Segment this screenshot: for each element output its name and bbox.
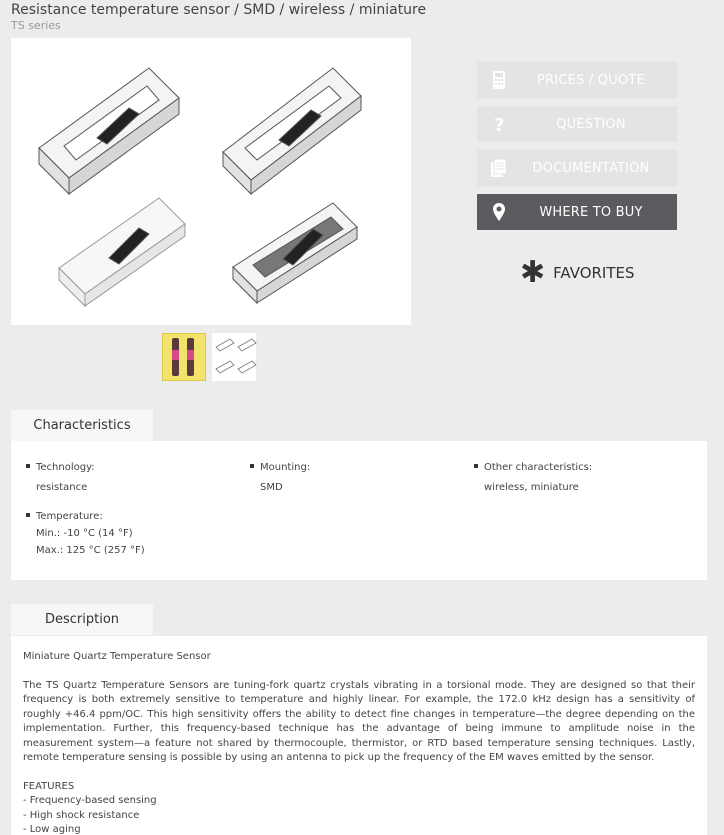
product-title: Resistance temperature sensor / SMD / wireless / miniature: [11, 2, 427, 18]
list-item: - Frequency-based sensing: [23, 795, 157, 806]
char-value: resistance: [36, 482, 88, 493]
where-to-buy-button[interactable]: [477, 194, 677, 230]
svg-text:?: ?: [494, 115, 505, 134]
action-panel: [477, 62, 677, 238]
question-icon: [489, 114, 509, 134]
char-key: Other characteristics:: [474, 462, 592, 473]
char-mounting: [250, 462, 310, 496]
features-title: FEATURES: [23, 780, 75, 792]
tab-characteristics[interactable]: Characteristics: [11, 410, 153, 441]
sensor-drawing-4: [233, 203, 357, 303]
description-panel: [11, 636, 707, 835]
char-value: wireless, miniature: [484, 482, 579, 493]
product-series: TS series: [11, 19, 61, 32]
char-technology: [26, 462, 95, 496]
calculator-icon: [489, 70, 509, 90]
documentation-button[interactable]: [477, 150, 677, 186]
location-pin-icon: [489, 202, 509, 222]
description-paragraph: The TS Quartz Temperature Sensors are tuning-fork quartz crystals vibrating in a torsional mode. They are designed so that their frequency is both extremely sensitive to temperature and highly linear. For example, the 172.0 kHz design has a sensitivity of roughly +46.4 ppm/OC. This high sensitivity offers the ability to detect fine changes in temperature—the degree depending on the implementation. Further, this frequency-based technique has the advantage of being immune to amplitude noise in the measurement system—a feature not shared by thermocouple, thermistor, or RTD based temperature sensing techniques. Lastly, remote temperature sensing is possible by using an antenna to pick up the frequency of the EM waves emitted by the sensor.: [23, 679, 695, 763]
char-key: Temperature:: [26, 511, 103, 522]
features-list: [23, 794, 695, 835]
char-key: Mounting:: [250, 462, 310, 473]
char-other: [474, 462, 592, 496]
list-item: - High shock resistance: [23, 809, 140, 821]
sensor-drawing-2: [223, 68, 361, 194]
tab-description[interactable]: Description: [11, 604, 153, 635]
char-temperature: [26, 511, 145, 559]
description-heading: Miniature Quartz Temperature Sensor: [23, 651, 211, 662]
question-button[interactable]: [477, 106, 677, 142]
prices-quote-label: PRICES / QUOTE: [537, 72, 645, 88]
char-value: SMD: [260, 482, 283, 493]
favorites-button[interactable]: [520, 255, 635, 290]
thumbnail-drawing[interactable]: [212, 333, 256, 381]
char-key: Technology:: [26, 462, 95, 473]
question-label: QUESTION: [556, 116, 626, 132]
asterisk-star-icon: ✱: [520, 255, 546, 290]
documentation-label: DOCUMENTATION: [532, 160, 650, 176]
documents-icon: [489, 158, 509, 178]
sensor-drawing-3: [59, 198, 185, 306]
char-value: Min.: -10 °C (14 °F): [36, 528, 133, 539]
product-main-image[interactable]: [11, 38, 411, 325]
characteristics-panel: [11, 441, 707, 580]
char-value: Max.: 125 °C (257 °F): [36, 545, 145, 556]
thumbnail-strip: [162, 333, 256, 381]
where-to-buy-label: WHERE TO BUY: [539, 204, 643, 220]
list-item: - Low aging: [23, 824, 81, 835]
thumbnail-photo[interactable]: [162, 333, 206, 381]
prices-quote-button[interactable]: [477, 62, 677, 98]
favorites-label: FAVORITES: [553, 264, 635, 282]
sensor-drawing-1: [39, 68, 179, 194]
